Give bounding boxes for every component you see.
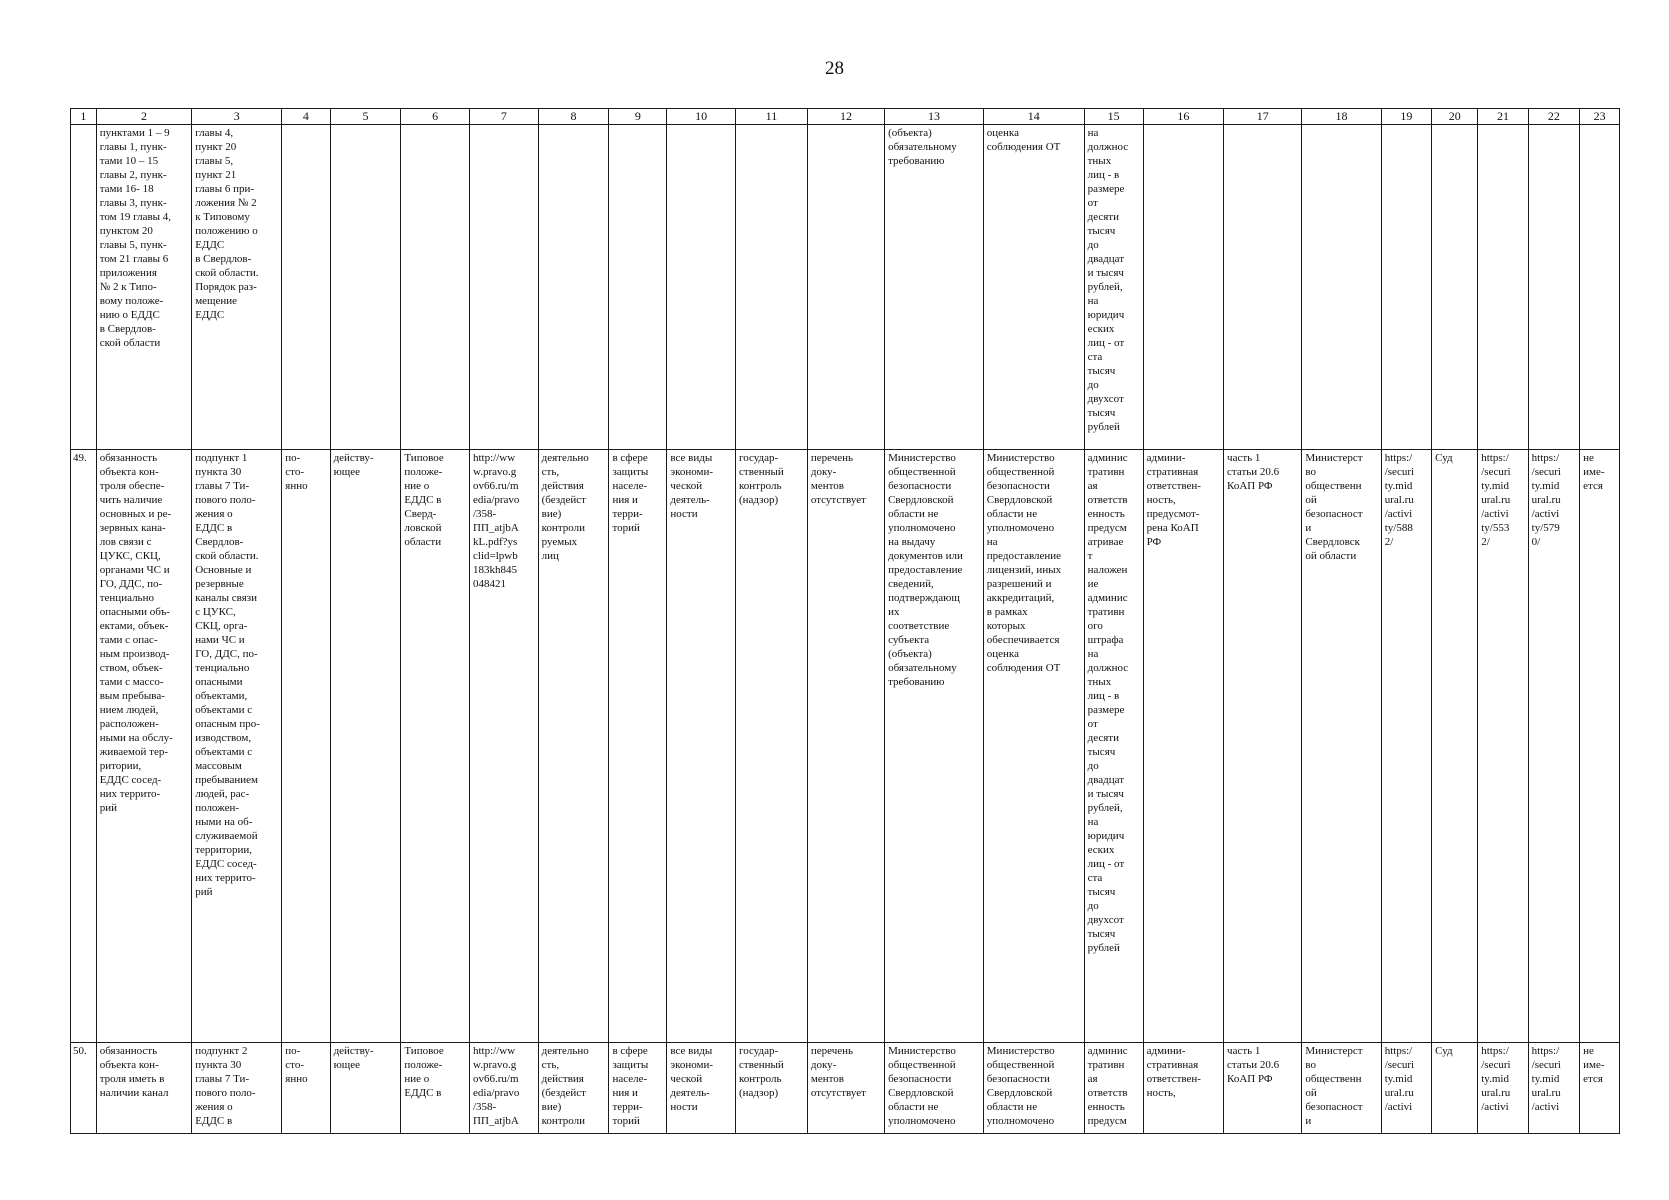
table-cell: государ- ственный контроль (надзор)	[736, 449, 808, 1042]
table-cell: админис тративн ая ответств енность предусм	[1084, 1043, 1143, 1134]
column-number: 12	[807, 109, 884, 125]
table-cell: Типовое положе- ние о ЕДДС в Сверд- ловской области	[401, 449, 470, 1042]
table-cell: https:/ /securi ty.mid ural.ru /activi ty/579 0/	[1528, 449, 1579, 1042]
table-cell: перечень доку- ментов отсутствует	[807, 1043, 884, 1134]
column-number: 23	[1580, 109, 1620, 125]
table-cell: Министерство общественной безопасности Свердловской области не уполномочено на предоставление лицензий, иных разрешений и аккредитаций, в рамках которых обеспечивается оценка соблюдения ОТ	[983, 449, 1084, 1042]
column-number: 20	[1432, 109, 1478, 125]
table-cell	[1143, 124, 1223, 449]
table-cell: по- сто- янно	[282, 449, 330, 1042]
table-cell: админи- стративная ответствен- ность,	[1143, 1043, 1223, 1134]
table-cell: Типовое положе- ние о ЕДДС в	[401, 1043, 470, 1134]
table-cell: действу- ющее	[330, 1043, 401, 1134]
table-cell: (объекта) обязательному требованию	[885, 124, 984, 449]
table-cell: https:/ /securi ty.mid ural.ru /activi	[1478, 1043, 1528, 1134]
table-cell: перечень доку- ментов отсутствует	[807, 449, 884, 1042]
table-cell: https:/ /securi ty.mid ural.ru /activi ty/588 2/	[1381, 449, 1431, 1042]
table-cell	[1302, 124, 1381, 449]
regulation-table	[70, 108, 1620, 1134]
column-number: 21	[1478, 109, 1528, 125]
table-cell: админи- стративная ответствен- ность, предусмот- рена КоАП РФ	[1143, 449, 1223, 1042]
table-row-49	[71, 449, 1620, 1042]
row-number: 50.	[71, 1043, 97, 1134]
table-cell	[1580, 124, 1620, 449]
table-cell	[401, 124, 470, 449]
table-cell	[667, 124, 736, 449]
table-cell: государ- ственный контроль (надзор)	[736, 1043, 808, 1134]
column-number: 19	[1381, 109, 1431, 125]
table-cell: обязанность объекта кон- троля иметь в наличии канал	[96, 1043, 191, 1134]
table-cell: обязанность объекта кон- троля обеспе- чить наличие основных и ре- зервных кана- лов связи с ЦУКС, СКЦ, органами ЧС и ГО, ДДС, по- тенциально опасными объ- ектами, объек- тами с опас- ным производ- ством, объек- тами с массо- вым пребыва- нием людей, расположен- ными на обслу- живаемой тер- ритории, ЕДДС сосед- них террито- рий	[96, 449, 191, 1042]
table-cell: подпункт 2 пункта 30 главы 7 Ти- пового поло- жения о ЕДДС в	[192, 1043, 282, 1134]
table-cell	[470, 124, 539, 449]
table-cell: Суд	[1432, 1043, 1478, 1134]
table-cell: https:/ /securi ty.mid ural.ru /activi ty/553 2/	[1478, 449, 1528, 1042]
table-cell: оценка соблюдения ОТ	[983, 124, 1084, 449]
table-cell: админис тративн ая ответств енность предусм атривае т наложен ие админис тративн ого штрафа на должнос тных лиц - в размере от десяти тысяч до двадцат и тысяч рублей, на юридич еских лиц - от ста тысяч до двухсот тысяч рублей	[1084, 449, 1143, 1042]
column-number: 18	[1302, 109, 1381, 125]
table-cell: подпункт 1 пункта 30 главы 7 Ти- пового поло- жения о ЕДДС в Свердлов- ской области. Основные и резервные каналы связи с ЦУКС, СКЦ, орга- нами ЧС и ГО, ДДС, по- тенциально опасными объектами, объектами с опасным про- изводством, объектами с массовым пребыванием людей, рас- положен- ными на об- служиваемой территории, ЕДДС сосед- них террито- рий	[192, 449, 282, 1042]
column-number: 9	[609, 109, 667, 125]
column-number: 17	[1224, 109, 1302, 125]
table-cell: Министерство общественной безопасности Свердловской области не уполномочено	[885, 1043, 984, 1134]
row-number: 49.	[71, 449, 97, 1042]
table-cell: все виды экономи- ческой деятель- ности	[667, 449, 736, 1042]
table-cell	[282, 124, 330, 449]
table-cell: пунктами 1 – 9 главы 1, пунк- тами 10 – 15 главы 2, пунк- тами 16- 18 главы 3, пунк- том 19 главы 4, пунктом 20 главы 5, пунк- том 21 главы 6 приложения № 2 к Типо- вому положе- нию о ЕДДС в Свердлов- ской области	[96, 124, 191, 449]
table-cell: Министерство общественной безопасности Свердловской области не уполномочено на выдачу документов или предоставление сведений, подтверждающ их соответствие субъекта (объекта) обязательному требованию	[885, 449, 984, 1042]
column-number: 15	[1084, 109, 1143, 125]
table-cell: Министерст во общественн ой безопасност и	[1302, 1043, 1381, 1134]
table-cell: не име- ется	[1580, 449, 1620, 1042]
column-number: 3	[192, 109, 282, 125]
column-number: 13	[885, 109, 984, 125]
table-cell: деятельно сть, действия (бездейст вие) контроли	[538, 1043, 609, 1134]
column-number: 10	[667, 109, 736, 125]
table-row-50	[71, 1043, 1620, 1134]
column-number: 11	[736, 109, 808, 125]
column-number: 16	[1143, 109, 1223, 125]
table-cell	[807, 124, 884, 449]
table-cell: https:/ /securi ty.mid ural.ru /activi	[1528, 1043, 1579, 1134]
column-number-header-row	[71, 109, 1620, 125]
table-cell: http://ww w.pravo.g ov66.ru/m edia/pravo /358- ПП_atjbA kL.pdf?ys clid=lpwb 183kh845 048421	[470, 449, 539, 1042]
table-cell	[71, 124, 97, 449]
table-cell: главы 4, пункт 20 главы 5, пункт 21 главы 6 при- ложения № 2 к Типовому положению о ЕДДС в Свердлов- ской области. Порядок раз- мещение ЕДДС	[192, 124, 282, 449]
table-cell: действу- ющее	[330, 449, 401, 1042]
table-cell: Министерст во общественн ой безопасност и Свердловск ой области	[1302, 449, 1381, 1042]
table-cell: все виды экономи- ческой деятель- ности	[667, 1043, 736, 1134]
column-number: 4	[282, 109, 330, 125]
table-cell	[609, 124, 667, 449]
table-cell: не име- ется	[1580, 1043, 1620, 1134]
table-cell: в сфере защиты населе- ния и терри- торий	[609, 1043, 667, 1134]
page-number: 28	[825, 58, 844, 79]
table-cell	[330, 124, 401, 449]
table-cell	[1528, 124, 1579, 449]
column-number: 22	[1528, 109, 1579, 125]
table-cell	[538, 124, 609, 449]
table-cell: на должнос тных лиц - в размере от десяти тысяч до двадцат и тысяч рублей, на юридич еских лиц - от ста тысяч до двухсот тысяч рублей	[1084, 124, 1143, 449]
column-number: 7	[470, 109, 539, 125]
table-cell	[736, 124, 808, 449]
table-cell: Суд	[1432, 449, 1478, 1042]
table-cell: часть 1 статьи 20.6 КоАП РФ	[1224, 449, 1302, 1042]
column-number: 6	[401, 109, 470, 125]
table-cell	[1381, 124, 1431, 449]
column-number: 5	[330, 109, 401, 125]
table-cell: http://ww w.pravo.g ov66.ru/m edia/pravo /358- ПП_atjbA	[470, 1043, 539, 1134]
table-cell	[1478, 124, 1528, 449]
column-number: 2	[96, 109, 191, 125]
column-number: 14	[983, 109, 1084, 125]
table-cell: часть 1 статьи 20.6 КоАП РФ	[1224, 1043, 1302, 1134]
table-cell: в сфере защиты населе- ния и терри- торий	[609, 449, 667, 1042]
table-cell	[1224, 124, 1302, 449]
table-cell: Министерство общественной безопасности Свердловской области не уполномочено	[983, 1043, 1084, 1134]
table-cell: https:/ /securi ty.mid ural.ru /activi	[1381, 1043, 1431, 1134]
column-number: 8	[538, 109, 609, 125]
column-number: 1	[71, 109, 97, 125]
table-cell: по- сто- янно	[282, 1043, 330, 1134]
table-row-continued	[71, 124, 1620, 449]
table-cell	[1432, 124, 1478, 449]
table-cell: деятельно сть, действия (бездейст вие) контроли руемых лиц	[538, 449, 609, 1042]
